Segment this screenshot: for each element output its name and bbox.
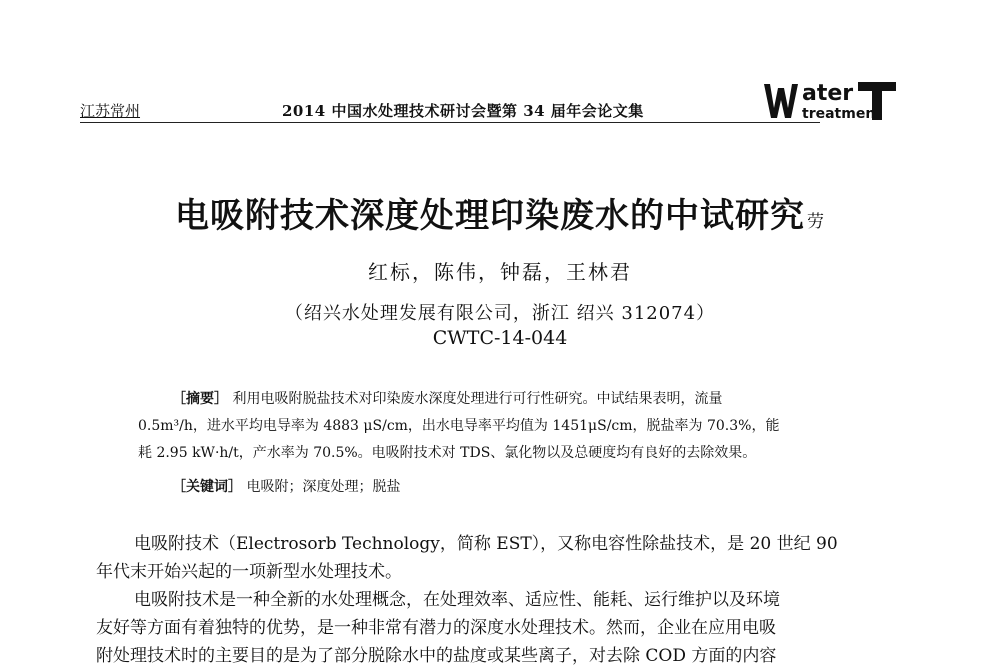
header-proceedings-title: 2014 中国水处理技术研讨会暨第 34 届年会论文集: [282, 102, 644, 120]
body-text: [96, 530, 908, 670]
abstract-block: [138, 386, 868, 467]
body-p2-line-2: 友好等方面有着独特的优势，是一种非常有潜力的深度水处理技术。然而，企业在应用电吸: [96, 618, 776, 638]
abstract-text-1: 利用电吸附脱盐技术对印染废水深度处理进行可行性研究。中试结果表明，流量: [232, 391, 723, 407]
body-p1-line-1: 电吸附技术（Electrosorb Technology，简称 EST），又称电容性除盐技术，是 20 世纪 90: [134, 534, 838, 554]
title-footnote-mark: 劳: [807, 212, 825, 232]
keywords-block: [172, 476, 400, 496]
body-p2-line-1: 电吸附技术是一种全新的水处理概念，在处理效率、适应性、能耗、运行维护以及环境: [134, 590, 780, 610]
body-p1-line-2: 年代末开始兴起的一项新型水处理技术。: [96, 562, 402, 582]
header-rule: [80, 122, 820, 123]
abstract-line-3: 耗 2.95 kW·h/t，产水率为 70.5%。电吸附技术对 TDS、氯化物以及总硬度均有良好的去除效果。: [138, 445, 757, 461]
header-location: 江苏常州: [80, 102, 141, 120]
paper-code: CWTC-14-044: [432, 327, 568, 349]
paper-title: [0, 188, 1000, 237]
abstract-label: ［摘要］: [172, 391, 228, 407]
svg-text:ater: ater: [802, 81, 854, 106]
keywords-text: 电吸附；深度处理；脱盐: [246, 479, 401, 495]
water-treatment-logo: [762, 74, 902, 126]
body-p2-line-3: 附处理技术时的主要目的是为了部分脱除水中的盐度或某些离子，对去除 COD 方面的内容: [96, 646, 777, 666]
paper-title-text: 电吸附技术深度处理印染废水的中试研究: [175, 196, 805, 236]
abstract-line-2: 0.5m³/h，进水平均电导率为 4883 μS/cm，出水电导率平均值为 1451μS/cm，脱盐率为 70.3%，能: [138, 418, 780, 434]
svg-text:treatmen: treatmen: [802, 106, 876, 122]
keywords-label: ［关键词］: [172, 479, 242, 495]
abstract-line-1: [138, 386, 868, 413]
author-list: 红标，陈伟，钟磊，王林君: [368, 260, 632, 284]
affiliation: （绍兴水处理发展有限公司，浙江 绍兴 312074）: [284, 303, 716, 324]
